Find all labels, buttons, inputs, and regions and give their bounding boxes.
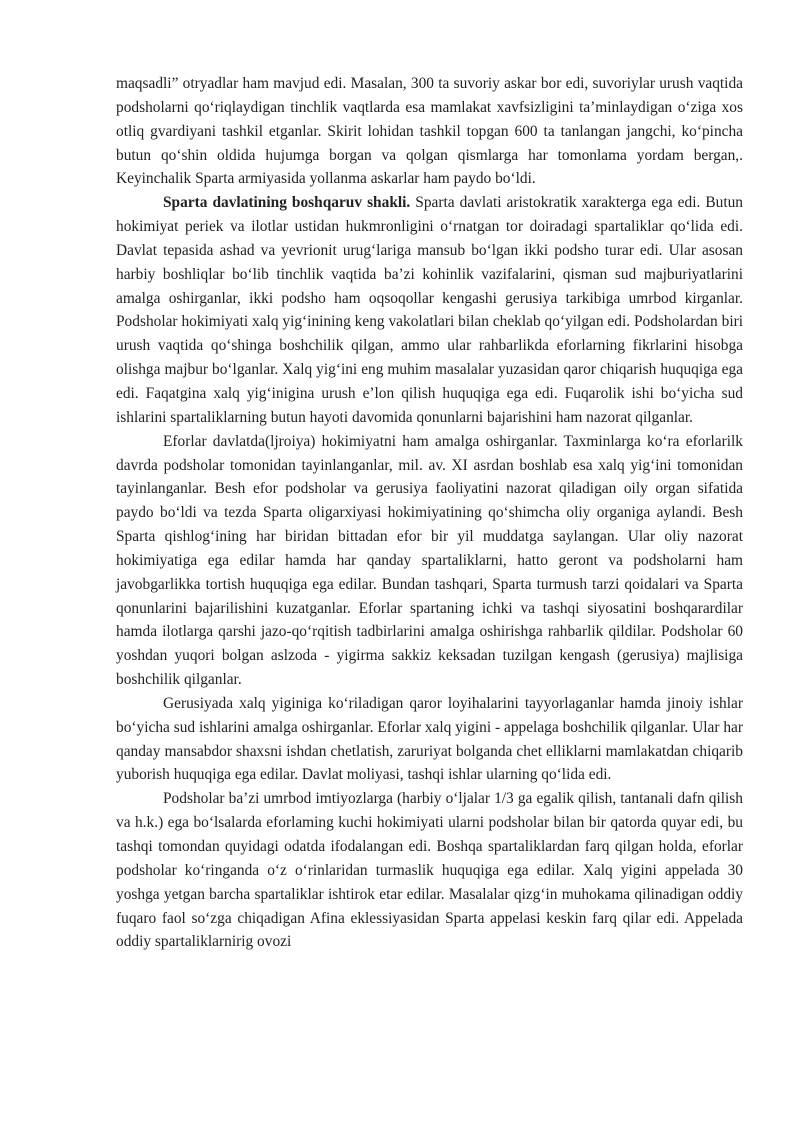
section-heading: Sparta davlatining boshqaruv shakli. bbox=[163, 194, 411, 212]
paragraph-5: Podsholar ba’zi umrbod imtiyozlarga (harbiy o‘ljalar 1/3 ga egalik qilish, tantanali dafn qilish va h.k.) ega bo‘lsalarda eforlaming kuchi hokimiyati ularni podsholar bilan bir qatorda quyar edi, bu tashqi tomondan quyidagi odatda ifodalangan edi. Boshqa spartaliklardan farq qilgan holda, eforlar podsholar ko‘ringanda o‘z o‘rinlaridan turmaslik huquqiga ega edilar. Xalq yigini appelada 30 yoshga yetgan barcha spartaliklar ishtirok etar edilar. Masalalar qizg‘in muhokama qilinadigan oddiy fuqaro faol so‘zga chiqadigan Afina eklessiyasidan Sparta appelasi keskin farq qilar edi. Appelada oddiy spartaliklarnirig ovozi bbox=[116, 790, 743, 951]
paragraph-3: Eforlar davlatda(ljroiya) hokimiyatni ham amalga oshirganlar. Taxminlarga ko‘ra eforlarilk davrda podsholar tomonidan tayinlanganlar, mil. av. XI asrdan boshlab esa xalq yig‘ini tomonidan tayinlanganlar. Besh efor podsholar va gerusiya faoliyatini nazorat qiladigan oily organ sifatida paydo bo‘ldi va tezda Sparta oligarxiyasi hokimiyatining qo‘shimcha oliy organiga aylandi. Besh Sparta qishlog‘ining har biridan bittadan efor bir yil muddatga saylangan. Ular oliy nazorat hokimiyatiga ega edilar hamda har qanday spartaliklarni, hatto geront va podsholarni ham javobgarlikka tortish huquqiga ega edilar. Bundan tashqari, Sparta turmush tarzi qoidalari va Sparta qonunlarini bajarilishini kuzatganlar. Eforlar spartaning ichki va tashqi siyosatini boshqarardilar hamda ilotlarga qarshi jazo-qo‘rqitish tadbirlarini amalga oshirishga rahbarlik qildilar. Podsholar 60 yoshdan yuqori bolgan aslzoda - yigirma sakkiz keksadan tuzilgan kengash (gerusiya) majlisiga boshchilik qilganlar. bbox=[116, 432, 743, 689]
paragraph-4: Gerusiyada xalq yiginiga ko‘riladigan qaror loyihalarini tayyorlaganlar hamda jinoiy ishlar bo‘yicha sud ishlarini amalga oshirganlar. Eforlar xalq yigini - appelaga boshchilik qilganlar. Ular har qanday mansabdor shaxsni ishdan chetlatish, zaruriyat bolganda chet elliklarni mamlakatdan chiqarib yuborish huquqiga ega edilar. Davlat moliyasi, tashqi ishlar ularning qo‘lida edi. bbox=[116, 694, 743, 784]
paragraph-1: maqsadli” otryadlar ham mavjud edi. Masalan, 300 ta suvoriy askar bor edi, suvoriylar urush vaqtida podsholarni qo‘riqlaydigan tinchlik vaqtlarda esa mamlakat xavfsizligini ta’minlaydigan o‘ziga xos otliq gvardiyani tashkil etganlar. Skirit lohidan tashkil topgan 600 ta tanlangan jangchi, ko‘pincha butun qo‘shin oldida hujumga borgan va qolgan qismlarga har tomonlama yordam bergan,. Keyinchalik Sparta armiyasida yollanma askarlar ham paydo bo‘ldi. bbox=[116, 75, 743, 188]
paragraph-2 bbox=[116, 191, 743, 429]
paragraph-2-body: Sparta davlati aristokratik xarakterga ega edi. Butun hokimiyat periek va ilotlar ustidan hukmronligini o‘rnatgan tor doiradagi spartaliklar qo‘lida edi. Davlat tepasida ashad va yevrionit urug‘lariga mansub bo‘lgan ikki podsho turar edi. Ular asosan harbiy boshliqlar bo‘lib tinchlik vaqtida ba’zi kohinlik vazifalarini, qisman sud majburiyatlarini amalga oshirganlar, ikki podsho ham oqsoqollar kengashi gerusiya tarkibiga umrbod kirganlar. Podsholar hokimiyati xalq yig‘inining keng vakolatlari bilan cheklab qo‘yilgan edi. Podsholardan biri urush vaqtida qo‘shinga boshchilik qilgan, ammo ular rahbarlikda eforlarning fikrlarini hisobga olishga majbur bo‘lganlar. Xalq yig‘ini eng muhim masalalar yuzasidan qaror chiqarish huquqiga ega edi. Faqatgina xalq yig‘inigina urush e’lon qilish huquqiga ega edi. Fuqarolik ishi bo‘yicha sud ishlarini spartaliklarning butun hayoti davomida qonunlarni bajarishini ham nazorat qilganlar. bbox=[116, 194, 743, 426]
